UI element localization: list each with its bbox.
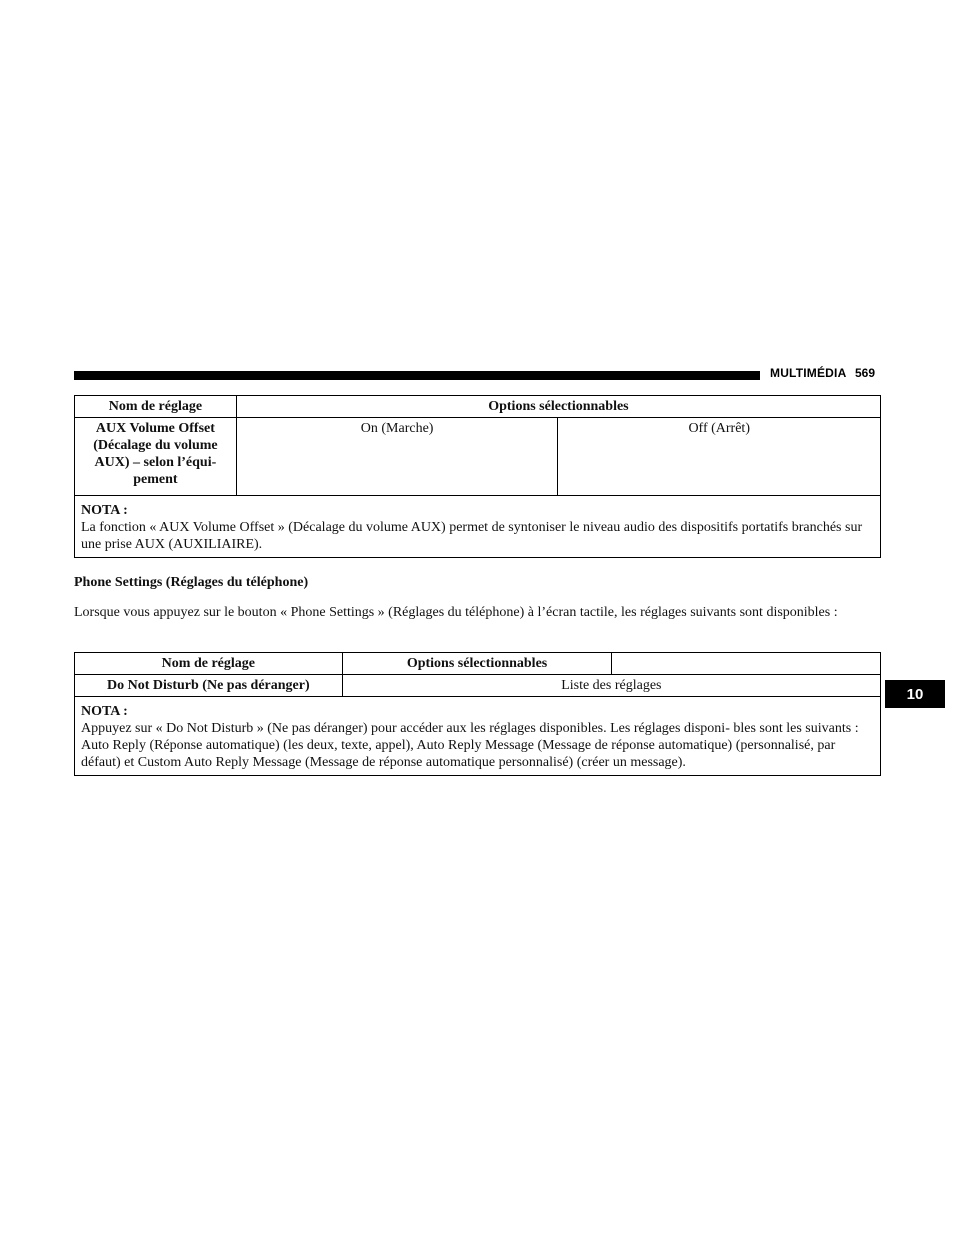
- intro-paragraph: Lorsque vous appuyez sur le bouton « Phone Settings » (Réglages du téléphone) à l’écran tactile, les réglages suivants sont disponibles :: [74, 605, 838, 620]
- note-cell: [75, 496, 881, 558]
- empty-header-cell: [612, 653, 881, 675]
- header-rule: [74, 371, 760, 380]
- note-text: Appuyez sur « Do Not Disturb » (Ne pas déranger) pour accéder aux les réglages disponibles. Les réglages disponi- bles sont les suivants : Auto Reply (Réponse automatique) (les deux, texte, appel), Auto Reply Message (Message de réponse automatique) (personnalisé, par défaut) et Custom Auto Reply Message (Message de réponse automatique personnalisé) (créer un message).: [81, 721, 859, 770]
- note-title: NOTA :: [81, 704, 128, 719]
- section-heading: Phone Settings (Réglages du téléphone): [74, 575, 309, 590]
- aux-settings-table: [74, 395, 881, 558]
- column-header-options: Options sélectionnables: [342, 653, 612, 675]
- option-off: Off (Arrêt): [558, 418, 881, 496]
- note-text: La fonction « AUX Volume Offset » (Décalage du volume AUX) permet de syntoniser le niveau audio des dispositifs portatifs branchés sur une prise AUX (AUXILIAIRE).: [81, 520, 863, 552]
- option-on: On (Marche): [236, 418, 558, 496]
- column-header-setting-name: Nom de réglage: [75, 653, 343, 675]
- setting-name-do-not-disturb: Do Not Disturb (Ne pas déranger): [75, 675, 343, 697]
- page-number: 569: [855, 366, 876, 380]
- note-title: NOTA :: [81, 503, 128, 518]
- phone-settings-table: [74, 652, 881, 776]
- chapter-tab: 10: [885, 680, 945, 708]
- note-cell: [75, 697, 881, 776]
- column-header-options: Options sélectionnables: [236, 396, 880, 418]
- setting-name-aux-volume-offset: AUX Volume Offset (Décalage du volume AUX) – selon l’équi- pement: [75, 418, 237, 496]
- option-settings-list: Liste des réglages: [342, 675, 880, 697]
- running-header-section: MULTIMÉDIA: [770, 366, 847, 380]
- column-header-setting-name: Nom de réglage: [75, 396, 237, 418]
